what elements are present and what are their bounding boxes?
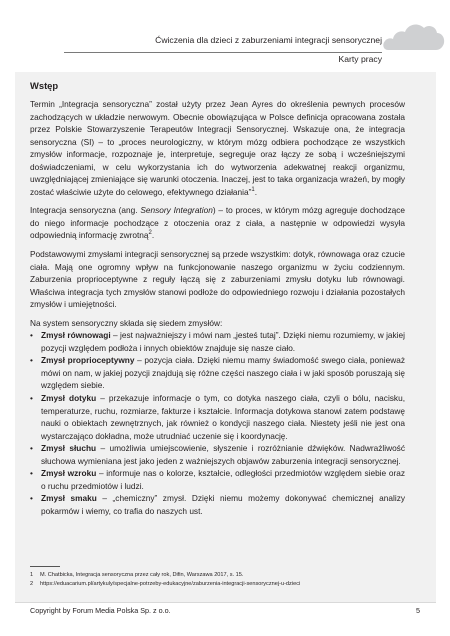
header-title: Ćwiczenia dla dzieci z zaburzeniami integracji sensorycznej <box>155 35 382 45</box>
list-item-term: Zmysł słuchu <box>41 443 97 454</box>
emphasis-text: Sensory Integration <box>140 205 213 216</box>
footer-copyright: Copyright by Forum Media Polska Sp. z o.o. <box>30 606 171 615</box>
paragraph-integration <box>30 204 405 242</box>
list-item-term: Zmysł proprioceptywny <box>41 355 135 366</box>
paragraph-text: Termin „Integracja sensoryczna” został użyty przez Jean Ayres do określenia pewnych procesów zachodzących w układzie nerwowym. Obecnie obowiązująca w Polsce definicja opracowana została przez Polskie Stowarzyszenie Terapeutów Integracji Sensorycznej. Wskazuje ona, że integracja sensoryczna (SI) – to „proces neurologiczny, w którym mózg odbiera pochodzące ze wszystkich zmysłów informacje, rozpoznaje je, interpretuje, segreguje oraz łączy ze sobą i wcześniejszymi doświadczeniami, w celu wykorzystania ich do wytworzenia adekwatnej reakcji organizmu, uwzględniającej zmieniające się warunki otoczenia. Inaczej, jest to taka organizacja wrażeń, by mogły zostać właściwie użyte do celowego, efektywnego działania” <box>30 99 405 197</box>
list-item-text: – jest najważniejszy i mówi nam „jesteś tutaj”. Dzięki niemu rozumiemy, w jakiej pozycji względem podłoża i innych obiektów znajduje się nasze ciało. <box>41 330 405 353</box>
list-item-term: Zmysł dotyku <box>41 393 97 404</box>
list-item <box>30 354 405 392</box>
bullet-icon: • <box>30 468 33 479</box>
list-item <box>30 392 405 442</box>
footnote <box>30 580 430 589</box>
section-title: Wstęp <box>30 80 59 91</box>
paragraph-text: Integracja sensoryczna (ang. <box>30 205 141 216</box>
bullet-icon: • <box>30 393 33 404</box>
paragraph-text: . <box>151 230 155 241</box>
bullet-icon: • <box>30 355 33 366</box>
footnote-number: 1 <box>30 572 34 578</box>
footnote-ref: 2 <box>148 230 152 237</box>
list-item-text: – „chemiczny” zmysł. Dzięki niemu możemy dokonywać chemicznej analizy pokarmów i wiemy, co trafia do naszych ust. <box>41 493 405 516</box>
senses-list <box>30 329 405 517</box>
cloud-icon <box>382 14 446 52</box>
list-item-text: – umożliwia umiejscowienie, słyszenie i rozróżnianie dźwięków. Nadwrażliwość słuchowa wymieniana jest jako jeden z ważniejszych objawów zaburzenia integracji sensorycznej. <box>41 443 405 466</box>
list-item-text: – pozycja ciała. Dzięki niemu mamy świadomość swego ciała, ponieważ mówi on nam, w jakiej pozycji znajdują się różne części naszego ciała i w jaki sposób poruszają się względem siebie. <box>41 355 405 391</box>
document-body <box>30 98 405 518</box>
footnote-link[interactable]: https://eduacarium.pl/artykuly/specjalne-potrzeby-edukacyjne/zaburzenia-integracji-sensorycznej-u-dzieci <box>40 581 301 587</box>
header-subtitle: Karty pracy <box>338 54 382 64</box>
footer-divider <box>15 602 436 603</box>
list-item <box>30 467 405 492</box>
footnote-text: M. Chatbicka, Integracja sensoryczna przez cały rok, Difin, Warszawa 2017, s. 15. <box>40 572 244 578</box>
list-item <box>30 492 405 517</box>
paragraph-definition <box>30 98 405 198</box>
list-item <box>30 329 405 354</box>
paragraph-text: ) – to proces, w którym mózg agreguje dochodzące do niego informacje pochodzące z otoczenia oraz z ciała, a następnie w odpowiedzi wysyła odpowiednią informację zwrotną <box>30 205 406 241</box>
list-item-term: Zmysł smaku <box>41 493 97 504</box>
paragraph-text: . <box>254 186 258 197</box>
list-intro: Na system sensoryczny składa się siedem zmysłów: <box>30 317 223 328</box>
paragraph-senses: Podstawowymi zmysłami integracji sensorycznej są przede wszystkim: dotyk, równowaga oraz czucie ciała. Mają one ogromny wpływ na funkcjonowanie naszego organizmu w życiu codziennym. Zaburzenia proprioceptywne z reguły łączą się z zaburzeniami zmysłu dotyku lub równowagi. Właściwa integracja tych zmysłów stanowi podłoże do odpowiedniego rozwoju i działania pozostałych zmysłów i umiejętności. <box>30 249 405 310</box>
list-item-term: Zmysł równowagi <box>41 330 111 341</box>
footnote-number: 2 <box>30 581 34 587</box>
bullet-icon: • <box>30 493 33 504</box>
bullet-icon: • <box>30 443 33 454</box>
footnote-ref: 1 <box>251 187 255 194</box>
list-item-text: – informuje nas o kolorze, kształcie, odległości przedmiotów względem siebie oraz o ruchu przedmiotów i ludzi. <box>41 468 405 491</box>
footnote <box>30 571 430 580</box>
list-item-term: Zmysł wzroku <box>41 468 97 479</box>
list-item-text: – przekazuje informacje o tym, co dotyka naszego ciała, czyli o bólu, nacisku, temperaturze, ruchu, rozmiarze, fakturze i kształcie. Informacja dotykowa stanowi zatem podstawę nauki o obiektach zewnętrznych, jak również o kondycji naszego ciała. Niestety jeśli nie jest ona wystarczająco dokładna, może utrudniać uczenie się i koordynację. <box>41 393 406 441</box>
list-item <box>30 442 405 467</box>
footnote-divider <box>30 566 60 567</box>
header-divider <box>64 52 382 53</box>
bullet-icon: • <box>30 330 33 341</box>
footnotes <box>30 571 430 589</box>
page-number: 5 <box>416 606 420 615</box>
